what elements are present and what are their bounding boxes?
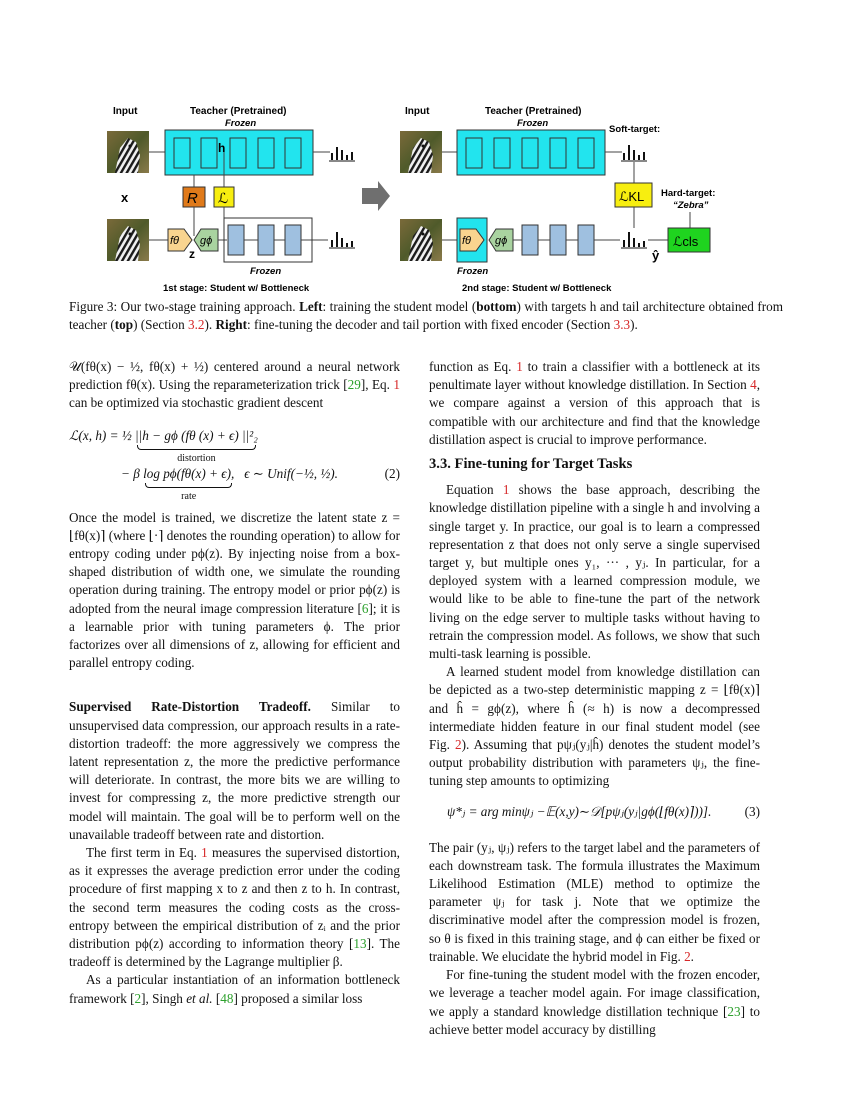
p3-text: Similar to unsupervised data compression, our approach results in a rate-distortion tradeoff: the more aggressively we compress the latent representation z, the more the predictive performance will deteriorate. In contrast, the more bits we are willing to invest for compressing z, the more predictive strength our model will maintain. The goal will be to perform well on the unavailable tradeoff between rate and distortion.	[69, 699, 400, 842]
left-student-layers	[228, 225, 301, 255]
left-output-histogram-top	[329, 147, 355, 161]
p4-text-a: The first term in Eq.	[86, 845, 202, 861]
y-hat-label: ŷ	[652, 248, 660, 263]
eq-link-1c[interactable]: 1	[516, 359, 523, 374]
p5-text-c: [	[212, 990, 221, 1006]
p2-text-a: Once the model is trained, we discretize the latent state z = ⌊fθ(x)⌉ (where ⌊·⌉ denotes the rounding operation) to allow for entropy coding under pϕ(z). By injecting noise from a box-shaped distribution of width one, we simulate the rounding operation during training. The entropy model or prior pϕ(z) is adopted from the neural image compression literature [	[69, 509, 400, 616]
caption-text-2: ) with targets h and tail architecture obtained from teacher (	[69, 299, 783, 332]
right-teacher-label: Teacher (Pretrained)	[485, 106, 582, 117]
left-input-label: Input	[113, 106, 138, 117]
p5-text-a: As a particular instantiation of an information bottleneck framework [	[69, 972, 400, 1006]
rate-label: R	[187, 190, 198, 207]
equation-3	[429, 801, 760, 831]
r-paragraph-2	[429, 481, 760, 663]
caption-text-1: : training the student model (	[322, 299, 477, 314]
caption-left: Left	[299, 299, 323, 314]
right-student-layers	[522, 225, 594, 255]
left-panel	[107, 106, 355, 294]
eq-link-1d[interactable]: 1	[502, 482, 510, 498]
zebra-image-top	[107, 131, 149, 173]
cls-loss-label: ℒcls	[673, 234, 699, 249]
caption-bottom: bottom	[476, 299, 517, 314]
p4-text-b: measures the supervised distortion, as it expresses the average prediction error under the coding procedure of first mapping x to z and then z to h. In contrast, the second term measures the coding costs as the cross-entropy between the empirical distribution of zᵢ and the prior distribution pϕ(z) according to information theory [	[69, 845, 400, 952]
soft-target-label: Soft-target:	[609, 124, 661, 135]
eq3-body: ψ*ⱼ = arg minψⱼ −𝔼(x,y)∼𝒟[pψⱼ(yⱼ|gϕ(⌊fθ(x)⌉))].	[447, 803, 712, 819]
caption-text-3: ) (Section	[133, 317, 189, 332]
r-paragraph-3	[429, 663, 760, 790]
spacer	[69, 672, 400, 698]
citation-13[interactable]: 13	[353, 936, 367, 952]
caption-label: Figure 3: Our two-stage training approach.	[69, 299, 296, 314]
eq2-distortion-label: distortion	[177, 452, 216, 464]
left-x-label: x	[121, 190, 129, 205]
r-p1-text-c: , we compare against a version of this approach that is compatible with our architecture and find that the knowledge distillation aspect is crucial to improve performance.	[429, 377, 760, 447]
figure-3	[0, 0, 850, 300]
r-p4-text-a: The pair (yⱼ, ψⱼ) refers to the target label and the parameters of each downstream task. The formula illustrates the Maximum Likelihood Estimation (MLE) method to optimize the parameter ψⱼ for task j. Note that we optimize the discriminative model after the compression model is frozen, so θ is fixed in this training stage, and ϕ can either be fixed or trainable. We elucidate the hybrid model in Fig.	[429, 839, 760, 964]
right-input-label: Input	[405, 106, 430, 117]
eq2-distortion-term: ||h − gϕ (fθ (x) + ϵ) ||²₂	[135, 427, 258, 443]
loss-label: ℒ	[218, 190, 229, 206]
kl-loss-label: ℒKL	[619, 189, 645, 204]
section-link-4[interactable]: 4	[750, 377, 757, 393]
right-frozen-top: Frozen	[517, 118, 549, 129]
citation-48[interactable]: 48	[220, 990, 234, 1006]
r-p4-text-b: .	[690, 948, 694, 964]
right-decoder-label: gϕ	[495, 235, 508, 247]
citation-29[interactable]: 29	[347, 377, 361, 393]
caption-text-5: : fine-tuning the decoder and tail portion with fixed encoder (Section	[247, 317, 614, 332]
left-frozen-bottom: Frozen	[250, 266, 282, 277]
right-encoder-label: fθ	[462, 235, 472, 247]
left-frozen-top: Frozen	[225, 118, 257, 129]
eq2-rate-label: rate	[181, 490, 197, 502]
p1-text-c: can be optimized via stochastic gradient descent	[69, 395, 324, 411]
citation-6[interactable]: 6	[361, 600, 369, 616]
p1-text-a: 𝒰(fθ(x) − ½, fθ(x) + ½) centered around a neural network prediction fθ(x). Using the reparameterization trick [	[69, 359, 400, 393]
left-h-label: h	[218, 141, 226, 155]
section-link-3-2[interactable]: 3.2	[188, 317, 205, 332]
encoder-label: fθ	[170, 235, 180, 247]
r-paragraph-4	[429, 839, 760, 966]
caption-text-4: ).	[204, 317, 216, 332]
citation-2[interactable]: 2	[134, 990, 142, 1006]
r-p2-text-a: Equation	[446, 482, 503, 498]
stage-transition-arrow	[362, 181, 390, 211]
p5-text-b: ], Singh	[141, 990, 187, 1006]
zebra-image-bottom	[107, 219, 149, 261]
p4-text-c: ]. The tradeoff is determined by the Lagrange multiplier β.	[69, 936, 400, 970]
p1-text-b: ], Eq.	[360, 377, 394, 393]
p2-text-b: ]; it is a learnable prior with tuning parameters ϕ. The prior factorizes over all dimensions of z, allowing for efficient and parallel entropy coding.	[69, 600, 400, 671]
left-column	[69, 358, 400, 1008]
right-output-histogram-bottom	[621, 232, 647, 248]
eq2-noise: ϵ ∼ Unif(−½, ½).	[244, 465, 338, 481]
r-p2-text-b: shows the base approach, describing the knowledge distillation pipeline with a single h and involving a single target y. In practice, our goal is to learn a compressed representation z that does not only serve a single supervised target y, but multiple ones y₁, ··· , yⱼ. In particular, for a deployed system with a learned compression module, we would like to be able to fine-tune the part of the network living on the edge server to multiple tasks without having to retrain the compression model. As follows, we show that such multi-task learning is possible.	[429, 482, 760, 662]
eq2-lhs: ℒ(x, h) = ½	[69, 427, 132, 443]
p5-etal: et al.	[186, 990, 213, 1006]
right-output-histogram-top	[621, 145, 647, 161]
right-frozen-bottom: Frozen	[457, 266, 489, 277]
caption-right: Right	[215, 317, 248, 332]
left-teacher-label: Teacher (Pretrained)	[190, 106, 287, 117]
right-column	[429, 358, 760, 1039]
eq2-minus-beta: − β	[121, 465, 140, 481]
right-panel	[400, 106, 715, 294]
decoder-label: gϕ	[200, 235, 213, 247]
eq-link-1b[interactable]: 1	[201, 845, 208, 861]
r-paragraph-5	[429, 966, 760, 1039]
zebra-image-right-top	[400, 131, 442, 173]
zebra-target-label: “Zebra”	[673, 200, 709, 211]
paragraph-1	[69, 358, 400, 413]
eq2-rate-term: log pϕ(fθ(x) + ϵ),	[143, 465, 235, 481]
r-p5-text-b: ] to achieve better model accuracy by distilling	[429, 1003, 760, 1037]
left-output-histogram-bottom	[329, 232, 355, 248]
caption-text-6: ).	[630, 317, 638, 332]
r-p1-text-a: function as Eq.	[429, 359, 517, 374]
fig-link-2b[interactable]: 2	[684, 948, 691, 964]
r-p5-text-a: For fine-tuning the student model with the frozen encoder, we leverage a teacher model again. For image classification, we apply a standard knowledge distillation technique [	[429, 967, 760, 1019]
section-link-3-3[interactable]: 3.3	[613, 317, 631, 332]
paragraph-5	[69, 971, 400, 1007]
equation-2	[69, 427, 400, 501]
paragraph-3	[69, 698, 400, 844]
right-stage-label: 2nd stage: Student w/ Bottleneck	[462, 283, 612, 294]
caption-top: top	[114, 317, 134, 332]
eq2-number: (2)	[384, 465, 400, 481]
r-paragraph-1	[429, 358, 760, 449]
figure-caption	[69, 298, 783, 334]
r-p3-text-b: ). Assuming that pψⱼ(yⱼ|ĥ) denotes the student model’s output probability distribution with parameters ψⱼ, the fine-tuning step amounts to optimizing	[429, 737, 760, 789]
paragraph-2	[69, 509, 400, 673]
fig-link-2[interactable]: 2	[454, 737, 462, 753]
paragraph-4	[69, 844, 400, 971]
r-p3-text-a: A learned student model from knowledge distillation can be depicted as a two-step deterministic mapping z = ⌊fθ(x)⌉ and ĥ = gϕ(z), where ĥ (≈ h) is now a decompressed intermediate hidden feature in our final student model (see Fig.	[429, 664, 760, 753]
hard-target-label: Hard-target:	[661, 188, 716, 199]
zebra-image-right-bottom	[400, 219, 442, 261]
citation-23[interactable]: 23	[727, 1003, 741, 1019]
eq-link-1[interactable]: 1	[393, 377, 400, 393]
left-stage-label: 1st stage: Student w/ Bottleneck	[163, 283, 310, 294]
r-p1-text-b: to train a classifier with a bottleneck at its penultimate layer without knowledge distillation. In Section	[429, 359, 760, 393]
eq3-number: (3)	[744, 803, 760, 819]
section-heading-3-3: 3.3. Fine-tuning for Target Tasks	[429, 456, 633, 473]
z-label: z	[189, 247, 195, 261]
p5-text-d: ] proposed a similar loss	[233, 990, 363, 1006]
rd-tradeoff-heading: Supervised Rate-Distortion Tradeoff.	[69, 699, 311, 715]
